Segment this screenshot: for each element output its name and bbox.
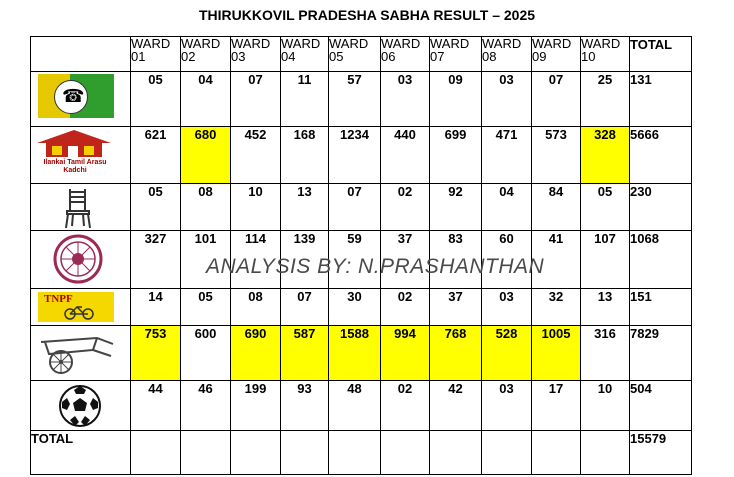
vote-cell: 41 xyxy=(532,231,581,289)
vote-cell: 600 xyxy=(181,326,231,381)
vote-cell: 07 xyxy=(281,289,329,326)
grand-total: 15579 xyxy=(630,431,692,475)
ward-header: WARD 01 xyxy=(131,37,181,72)
vote-cell: 1588 xyxy=(329,326,381,381)
vote-cell: 621 xyxy=(131,127,181,184)
vote-cell: 59 xyxy=(329,231,381,289)
party-logo-cell xyxy=(31,127,131,184)
empty-cell xyxy=(581,431,630,475)
vote-cell: 93 xyxy=(281,381,329,431)
vote-cell: 84 xyxy=(532,184,581,231)
row-total: 7829 xyxy=(630,326,692,381)
party-row xyxy=(31,289,692,326)
empty-cell xyxy=(329,431,381,475)
vote-cell: 25 xyxy=(581,72,630,127)
row-total: 5666 xyxy=(630,127,692,184)
party-logo-cell xyxy=(31,381,131,431)
page-title: THIRUKKOVIL PRADESHA SABHA RESULT – 2025 xyxy=(198,7,536,23)
vote-cell: 30 xyxy=(329,289,381,326)
empty-cell xyxy=(532,431,581,475)
vote-cell: 528 xyxy=(482,326,532,381)
row-total: 1068 xyxy=(630,231,692,289)
row-total: 131 xyxy=(630,72,692,127)
vote-cell: 107 xyxy=(581,231,630,289)
vote-cell: 17 xyxy=(532,381,581,431)
vote-cell: 471 xyxy=(482,127,532,184)
vote-cell: 13 xyxy=(581,289,630,326)
chair-icon xyxy=(63,187,93,229)
vote-cell: 04 xyxy=(181,72,231,127)
ward-header: WARD 08 xyxy=(482,37,532,72)
empty-cell xyxy=(181,431,231,475)
vote-cell: 03 xyxy=(381,72,430,127)
vote-cell: 09 xyxy=(430,72,482,127)
vote-cell: 199 xyxy=(231,381,281,431)
ward-header: WARD 05 xyxy=(329,37,381,72)
vote-cell: 03 xyxy=(482,381,532,431)
row-total: 151 xyxy=(630,289,692,326)
vote-cell: 1234 xyxy=(329,127,381,184)
vote-cell: 587 xyxy=(281,326,329,381)
party-row xyxy=(31,326,692,381)
vote-cell: 83 xyxy=(430,231,482,289)
vote-cell: 101 xyxy=(181,231,231,289)
vote-cell: 37 xyxy=(381,231,430,289)
vote-cell: 04 xyxy=(482,184,532,231)
ward-header: WARD 09 xyxy=(532,37,581,72)
vote-cell: 03 xyxy=(482,289,532,326)
total-header: TOTAL xyxy=(630,37,692,72)
vote-cell: 05 xyxy=(131,72,181,127)
vote-cell: 05 xyxy=(581,184,630,231)
vote-cell: 05 xyxy=(181,289,231,326)
logo-caption: Ilankai Tamil Arasu Kadchi xyxy=(43,159,107,174)
vote-cell: 753 xyxy=(131,326,181,381)
vote-cell: 02 xyxy=(381,289,430,326)
vote-cell: 42 xyxy=(430,381,482,431)
ward-header: WARD 04 xyxy=(281,37,329,72)
ward-header: WARD 03 xyxy=(231,37,281,72)
vote-cell: 07 xyxy=(231,72,281,127)
vote-cell: 14 xyxy=(131,289,181,326)
party-row xyxy=(31,381,692,431)
compass-icon xyxy=(52,233,104,285)
vote-cell: 114 xyxy=(231,231,281,289)
vote-cell: 02 xyxy=(381,184,430,231)
house-icon xyxy=(34,129,114,159)
vote-cell: 680 xyxy=(181,127,231,184)
tnpf-label: TNPF xyxy=(44,293,73,305)
vote-cell: 13 xyxy=(281,184,329,231)
vote-cell: 139 xyxy=(281,231,329,289)
party-row xyxy=(31,184,692,231)
empty-cell xyxy=(231,431,281,475)
empty-cell xyxy=(131,431,181,475)
empty-cell xyxy=(430,431,482,475)
party-logo-cell xyxy=(31,231,131,289)
vote-cell: 05 xyxy=(131,184,181,231)
party-row xyxy=(31,72,692,127)
analysis-watermark: ANALYSIS BY: N.PRASHANTHAN xyxy=(206,255,545,278)
vote-cell: 10 xyxy=(231,184,281,231)
football-icon xyxy=(58,384,102,428)
vote-cell: 37 xyxy=(430,289,482,326)
vote-cell: 03 xyxy=(482,72,532,127)
empty-cell xyxy=(482,431,532,475)
vote-cell: 1005 xyxy=(532,326,581,381)
vote-cell: 327 xyxy=(131,231,181,289)
telephone-icon: ☎ xyxy=(62,86,85,106)
vote-cell: 92 xyxy=(430,184,482,231)
header-row xyxy=(31,37,692,72)
vote-cell: 690 xyxy=(231,326,281,381)
party-logo-cell xyxy=(31,184,131,231)
vote-cell: 02 xyxy=(381,381,430,431)
cart-icon xyxy=(37,330,115,376)
vote-cell: 440 xyxy=(381,127,430,184)
row-total: 504 xyxy=(630,381,692,431)
vote-cell: 08 xyxy=(181,184,231,231)
row-total: 230 xyxy=(630,184,692,231)
vote-cell: 994 xyxy=(381,326,430,381)
ward-header: WARD 10 xyxy=(581,37,630,72)
ward-header: WARD 07 xyxy=(430,37,482,72)
party-logo-cell xyxy=(31,72,131,127)
empty-cell xyxy=(381,431,430,475)
vote-cell: 44 xyxy=(131,381,181,431)
vote-cell: 48 xyxy=(329,381,381,431)
vote-cell: 10 xyxy=(581,381,630,431)
vote-cell: 46 xyxy=(181,381,231,431)
vote-cell: 699 xyxy=(430,127,482,184)
ward-header: WARD 02 xyxy=(181,37,231,72)
vote-cell: 08 xyxy=(231,289,281,326)
party-logo-cell xyxy=(31,289,131,326)
bicycle-icon xyxy=(64,304,94,320)
vote-cell: 452 xyxy=(231,127,281,184)
vote-cell: 573 xyxy=(532,127,581,184)
vote-cell: 57 xyxy=(329,72,381,127)
vote-cell: 11 xyxy=(281,72,329,127)
vote-cell: 32 xyxy=(532,289,581,326)
vote-cell: 768 xyxy=(430,326,482,381)
vote-cell: 07 xyxy=(532,72,581,127)
total-row xyxy=(31,431,692,475)
ward-header: WARD 06 xyxy=(381,37,430,72)
empty-cell xyxy=(281,431,329,475)
vote-cell: 60 xyxy=(482,231,532,289)
total-row-label: TOTAL xyxy=(31,431,131,475)
party-logo-cell xyxy=(31,326,131,381)
party-row xyxy=(31,127,692,184)
vote-cell: 07 xyxy=(329,184,381,231)
vote-cell: 328 xyxy=(581,127,630,184)
vote-cell: 168 xyxy=(281,127,329,184)
vote-cell: 316 xyxy=(581,326,630,381)
corner-cell xyxy=(31,37,131,72)
